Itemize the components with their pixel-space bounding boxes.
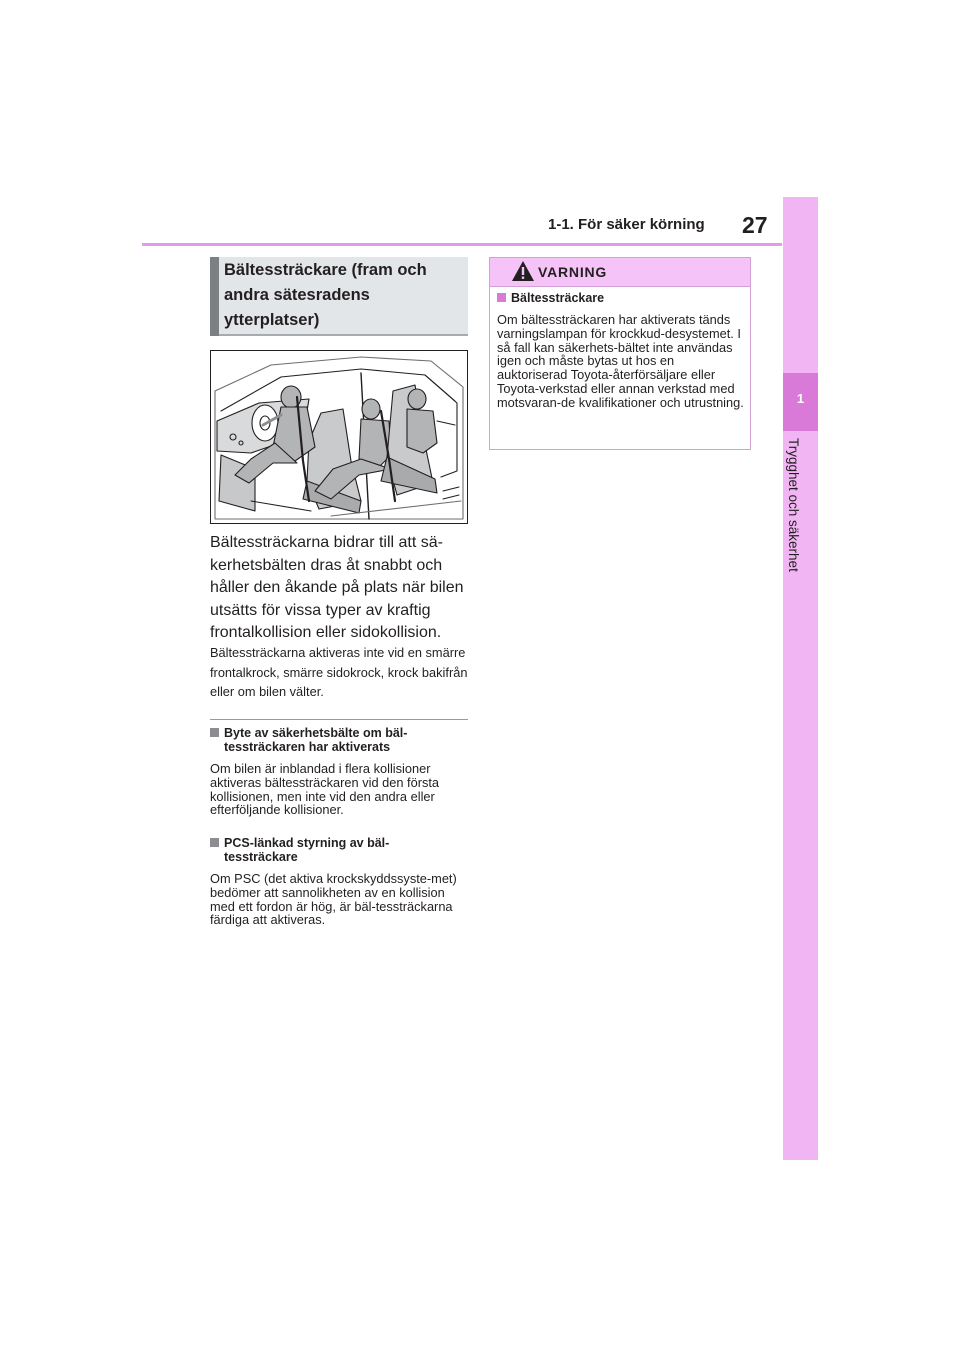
warning-subheading: Bältessträckare [497,292,745,306]
car-interior-drawing [211,351,467,523]
warning-triangle-icon [511,260,535,282]
section-heading: Bältessträckare (fram och andra sätesradens ytterplatser) [224,261,427,329]
note-paragraph: Bältessträckarna aktiveras inte vid en smärre frontalkrock, smärre sidokrock, krock bakifrån eller om bilen välter. [210,645,468,699]
chapter-number: 1 [796,391,805,406]
subsection-heading: PCS-länkad styrning av bäl- tessträckare [210,837,472,864]
intro-paragraph: Bältessträckarna bidrar till att sä-kerhetsbälten dras åt snabbt och håller den åkande på plats när bilen utsätts för vissa typer av kraftig frontalkollision eller sidokollision. [210,534,464,641]
section-heading-accent [210,257,219,336]
chapter-side-tab [783,197,818,1160]
warning-body: Om bältessträckaren har aktiverats tänds varningslampan för krockkud-desystemet. I så fall kan säkerhets-bältet inte användas igen och måste bytas ut hos en auktoriserad Toyota-återförsäljare eller Toyota-verkstad eller annan verkstad med motsvaran-de kvalifikationer och utrustning. [497,312,744,410]
subsection-body: Om bilen är inblandad i flera kollisioner aktiveras bältessträckaren vid den första kollisionen, men inte vid den andra eller efterföljande kollisioner. [210,761,440,818]
subsection-body: Om PSC (det aktiva krockskyddssyste-met) bedömer att sannolikheten av en kollision med ett fordon är hög, är bäl-tessträckarna färdiga att aktiveras. [210,871,457,928]
square-bullet-icon [210,728,219,737]
page-number: 27 [742,212,768,238]
section-label: 1-1. För säker körning [548,216,705,233]
warning-title: VARNING [538,264,608,280]
square-bullet-icon [497,293,506,302]
seatbelt-pretensioner-illustration [210,350,468,524]
header-rule [142,243,782,246]
chapter-title: Trygghet och säkerhet [786,438,801,572]
section-divider [210,719,468,720]
square-bullet-icon [210,838,219,847]
subsection-heading: Byte av säkerhetsbälte om bäl- tessträckaren har aktiverats [210,727,472,754]
